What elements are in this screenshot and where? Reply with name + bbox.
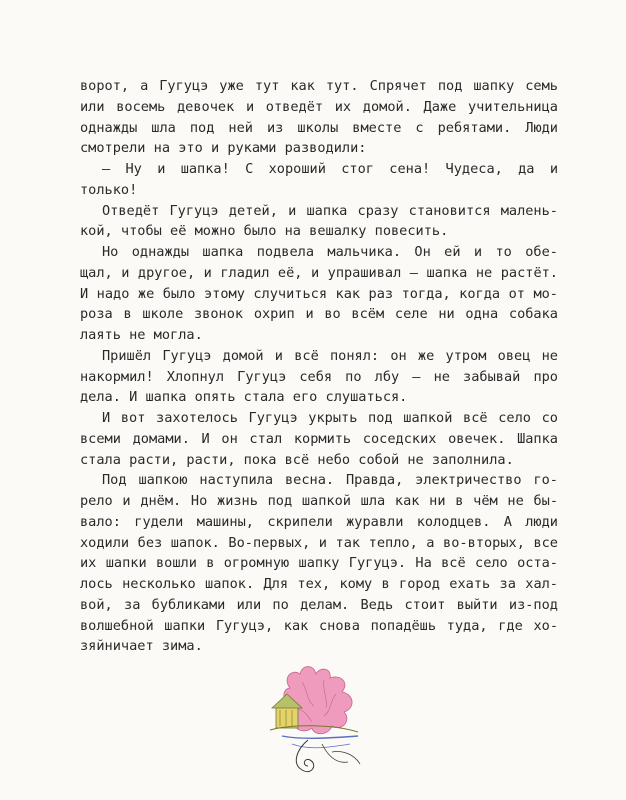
text-line: И надо же было этому случиться как раз тогда, когда от мо- <box>80 285 558 302</box>
text-line: только! <box>80 181 138 198</box>
text-line: накормил! Хлопнул Гугуцэ себя по лбу — не забывай про <box>80 368 558 385</box>
text-line: лось несколько шапок. Для тех, кому в город ехать за хал- <box>80 576 558 592</box>
text-line: ворот, а Гугуцэ уже тут как тут. Спрячет под шапку семь <box>80 78 558 94</box>
text-line: щал, и другое, и гладил её, и упрашивал — шапка не растёт. <box>80 264 558 281</box>
text-line: кой, чтобы её можно было на вешалку повесить. <box>80 223 449 240</box>
text-line: Пришёл Гугуцэ домой и всё понял: он же утром овец не <box>102 347 558 364</box>
text-line: стала расти, расти, пока всё небо собой не заполнила. <box>80 451 514 468</box>
text-line: зяйничает зима. <box>80 638 203 655</box>
text-line: вой, за бубликами или по делам. Ведь стоит выйти из-под <box>80 596 558 613</box>
text-line: их шапки вошли в огромную шапку Гугуцэ. На всё село оста- <box>80 555 558 572</box>
text-line: или восемь девочек и отведёт их домой. Даже учительница <box>80 98 558 115</box>
text-line: дела. И шапка опять стала его слушаться. <box>80 389 408 406</box>
blue-flourish <box>282 736 358 748</box>
curl-ornament <box>296 740 360 772</box>
text-line: И вот захотелось Гугуцэ укрыть под шапкой всё село со <box>102 410 558 426</box>
text-line: смотрели на это и руками разводили: <box>80 140 367 157</box>
text-line: рело и днём. Но жизнь под шапкой шла как ни в чём не бы- <box>80 493 558 509</box>
text-line: волшебной шапки Гугуцэ, как снова попадёшь туда, где хо- <box>80 617 558 634</box>
hat-vignette-icon <box>262 660 382 790</box>
text-line: роза в школе звонок охрип и во всём селе ни одна собака <box>80 306 558 323</box>
text-line: однажды шла под ней из школы вместе с ребятами. Люди <box>80 119 558 136</box>
text-line: всеми домами. И он стал кормить соседских овечек. Шапка <box>80 430 558 447</box>
text-line: лаять не могла. <box>80 327 203 343</box>
text-line: — Ну и шапка! С хороший стог сена! Чудеса, да и <box>102 161 558 177</box>
text-line: ходили без шапок. Во-первых, и так тепло, а во-вторых, все <box>80 534 558 551</box>
story-text <box>80 76 558 657</box>
text-line: Под шапкою наступила весна. Правда, электричество го- <box>102 472 558 489</box>
text-line: Но однажды шапка подвела мальчика. Он ей и то обе- <box>102 244 558 260</box>
text-line: вало: гудели машины, скрипели журавли колодцев. А люди <box>80 513 558 530</box>
text-line: Отведёт Гугуцэ детей, и шапка сразу становится малень- <box>102 202 558 219</box>
